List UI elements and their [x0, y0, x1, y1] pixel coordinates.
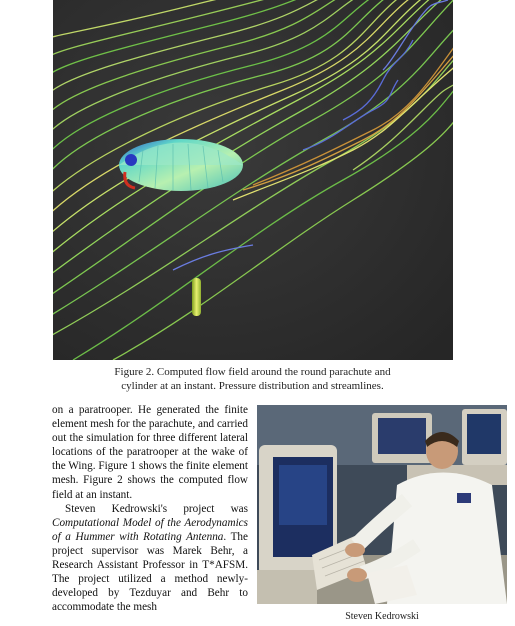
flow-field-figure: [53, 0, 453, 360]
article-body: [52, 403, 248, 614]
paragraph-2-start: Steven Kedrowski's project was: [65, 502, 248, 515]
caption-line-1: Figure 2. Computed flow field around the round parachute and: [114, 366, 391, 378]
paragraph-2: [52, 502, 248, 615]
caption-line-2: cylinder at an instant. Pressure distribution and streamlines.: [121, 380, 384, 392]
student-photo-image: [257, 405, 507, 604]
student-photo: [257, 405, 507, 604]
project-title: Computational Model of the Aerodynamics of a Hummer with Rotating Antenna: [52, 516, 248, 543]
paragraph-2-end: . The project supervisor was Marek Behr, a Research Assistant Professor in T*AFSM. The project utilized a method newly-developed by Tezduyar and Behr to accommodate the mesh: [52, 530, 248, 614]
figure-caption: [80, 365, 425, 393]
flow-field-image: [53, 0, 453, 360]
paragraph-1: on a paratrooper. He generated the finite element mesh for the parachute, and carried out the simulation for three different lateral locations of the paratrooper at the wake of the Wing. Figure 1 shows the finite element mesh. Figure 2 shows the computed flow field at an instant.: [52, 404, 248, 501]
photo-caption: Steven Kedrowski: [345, 611, 419, 622]
cylinder: [192, 278, 201, 316]
parachute-canopy: [119, 139, 243, 191]
